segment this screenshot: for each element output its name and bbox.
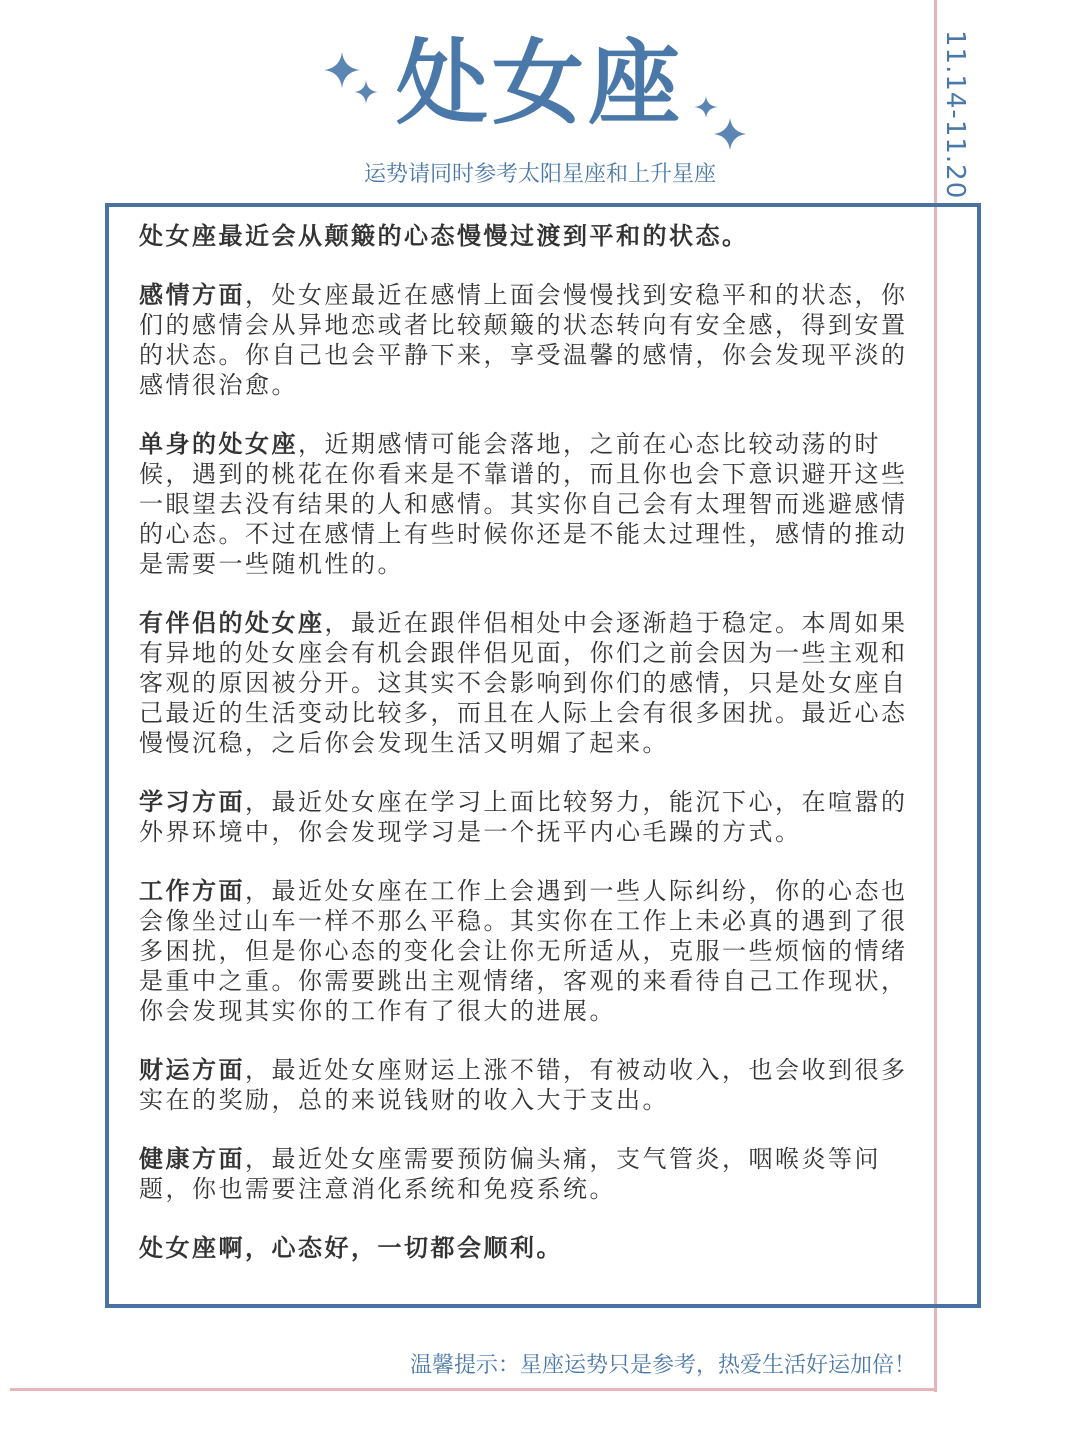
health-paragraph bbox=[139, 1144, 919, 1204]
page-title: 处女座 bbox=[395, 30, 684, 137]
paragraph-text: ，最近处女座财运上涨不错，有被动收入，也会收到很多实在的奖励，总的来说钱财的收入大于支出。 bbox=[139, 1056, 908, 1114]
content-box bbox=[105, 203, 981, 1308]
frame-line-horizontal bbox=[10, 1388, 937, 1391]
paragraph-text: ，最近处女座在工作上会遇到一些人际纠纷，你的心态也会像坐过山车一样不那么平稳。其实你在工作上未必真的遇到了很多困扰，但是你心态的变化会让你无所适从，克服一些烦恼的情绪是重中之重。你需要跳出主观情绪，客观的来看待自己工作现状，你会发现其实你的工作有了很大的进展。 bbox=[139, 877, 908, 1025]
wealth-paragraph bbox=[139, 1055, 919, 1115]
paragraph-lead: 处女座啊，心态好，一切都会顺利。 bbox=[139, 1234, 563, 1262]
horoscope-text bbox=[139, 221, 919, 1292]
partner-paragraph bbox=[139, 608, 919, 758]
paragraph-lead: 工作方面 bbox=[139, 877, 245, 905]
page-subtitle: 运势请同时参考太阳星座和上升星座 bbox=[363, 162, 716, 187]
paragraph-lead: 感情方面 bbox=[139, 281, 245, 309]
closing-paragraph bbox=[139, 1233, 919, 1263]
paragraph-text: ，最近在跟伴侣相处中会逐渐趋于稳定。本周如果有异地的处女座会有机会跟伴侣见面，你们之前会因为一些主观和客观的原因被分开。这其实不会影响到你们的感情，只是处女座自己最近的生活变动比较多，而且在人际上会有很多困扰。最近心态慢慢沉稳，之后你会发现生活又明媚了起来。 bbox=[139, 609, 908, 757]
paragraph-lead: 有伴侣的处女座 bbox=[139, 609, 325, 637]
paragraph-text: ，近期感情可能会落地，之前在心态比较动荡的时候，遇到的桃花在你看来是不靠谱的，而且你也会下意识避开这些一眼望去没有结果的人和感情。其实你自己会有太理智而逃避感情的心态。不过在感情上有些时候你还是不能太过理性，感情的推动是需要一些随机性的。 bbox=[139, 430, 908, 578]
paragraph-lead: 健康方面 bbox=[139, 1145, 245, 1173]
paragraph-lead: 学习方面 bbox=[139, 788, 245, 816]
paragraph-lead: 处女座最近会从颠簸的心态慢慢过渡到平和的状态。 bbox=[139, 222, 749, 250]
single-paragraph bbox=[139, 429, 919, 579]
paragraph-lead: 财运方面 bbox=[139, 1056, 245, 1084]
paragraph-text: ，最近处女座在学习上面比较努力，能沉下心，在喧嚣的外界环境中，你会发现学习是一个抚平内心毛躁的方式。 bbox=[139, 788, 908, 846]
love-paragraph bbox=[139, 280, 919, 400]
paragraph-text: ，最近处女座需要预防偏头痛，支气管炎，咽喉炎等问题，你也需要注意消化系统和免疫系统。 bbox=[139, 1145, 881, 1203]
paragraph-text: ，处女座最近在感情上面会慢慢找到安稳平和的状态，你们的感情会从异地恋或者比较颠簸的状态转向有安全感，得到安置的状态。你自己也会平静下来，享受温馨的感情，你会发现平淡的感情很治愈。 bbox=[139, 281, 908, 399]
study-paragraph bbox=[139, 787, 919, 847]
paragraph-lead: 单身的处女座 bbox=[139, 430, 298, 458]
work-paragraph bbox=[139, 876, 919, 1026]
intro-paragraph bbox=[139, 221, 919, 251]
date-range: 11.14-11.20 bbox=[940, 30, 970, 200]
footer-tip: 温馨提示：星座运势只是参考，热爱生活好运加倍！ bbox=[410, 1353, 917, 1378]
